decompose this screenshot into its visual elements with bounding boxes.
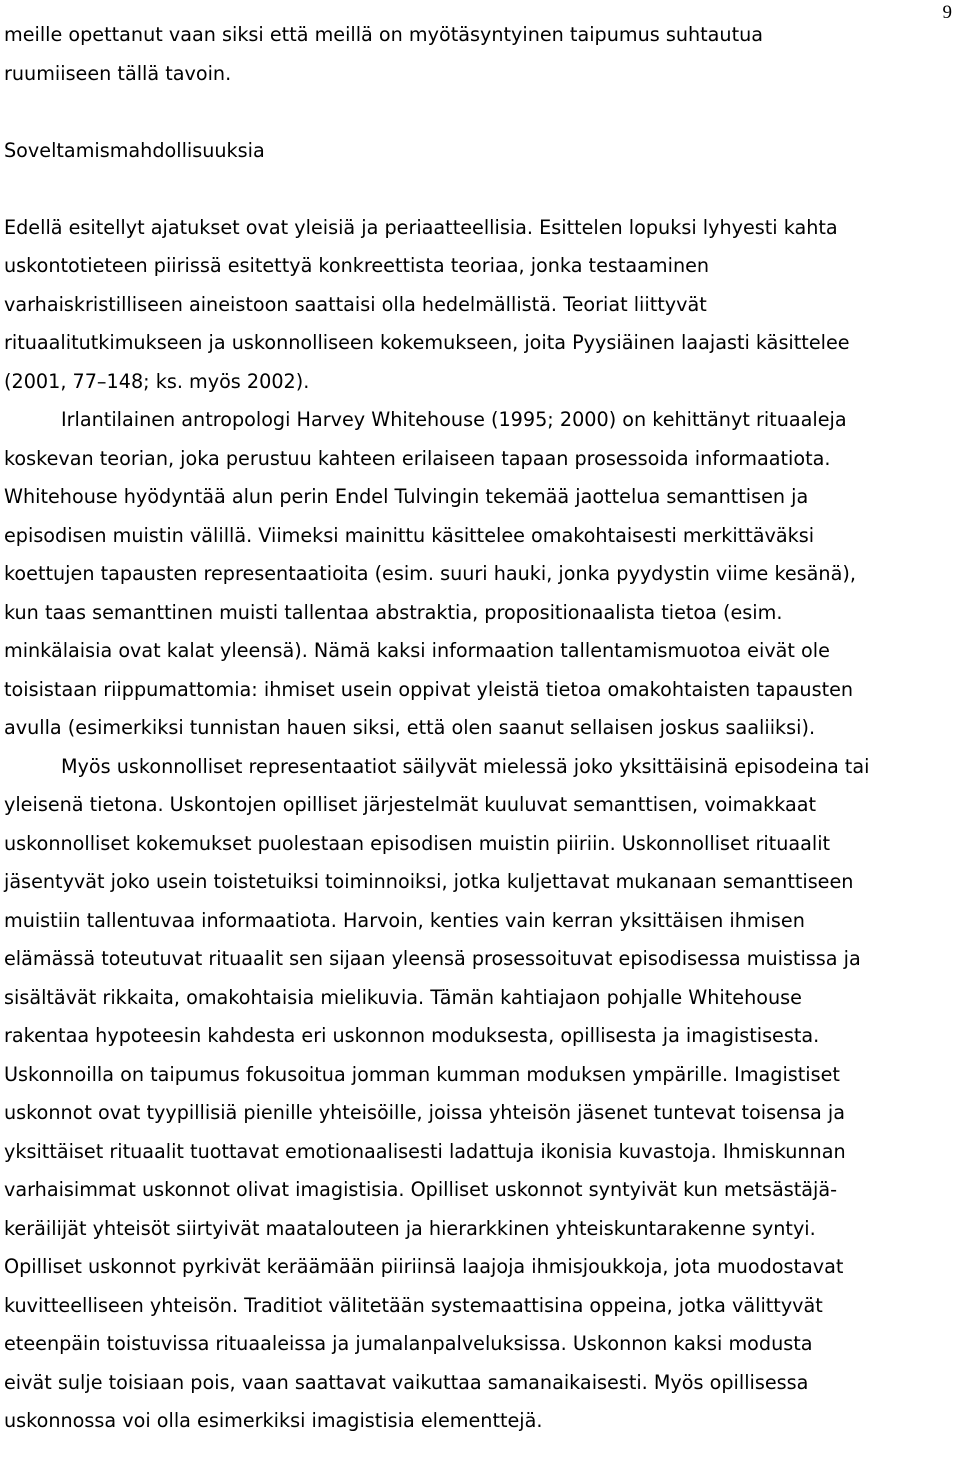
text-line: toisistaan riippumattomia: ihmiset usein oppivat yleistä tietoa omakohtaisten tapausten <box>4 677 854 701</box>
text-line: yleisenä tietona. Uskontojen opilliset järjestelmät kuuluvat semanttisen, voimakkaat <box>4 793 817 816</box>
section-heading: Soveltamismahdollisuuksia <box>4 138 265 162</box>
text-line: eteenpäin toistuvissa rituaaleissa ja jumalanpalveluksissa. Uskonnon kaksi modusta <box>4 1332 813 1355</box>
paragraph-gap <box>4 170 956 209</box>
text-line: episodisen muistin välillä. Viimeksi mainittu käsittelee omakohtaisesti merkittäväksi <box>4 523 815 547</box>
text-line: Edellä esitellyt ajatukset ovat yleisiä ja periaatteellisia. Esittelen lopuksi lyhyesti kahta <box>4 215 838 239</box>
intro-paragraph <box>4 209 956 402</box>
text-line: Myös uskonnolliset representaatiot säilyvät mielessä joko yksittäisinä episodeina tai <box>61 754 870 778</box>
text-line: (2001, 77–148; ks. myös 2002). <box>4 369 310 393</box>
text-line: jäsentyvät joko usein toistetuiksi toiminnoiksi, jotka kuljettavat mukanaan semanttiseen <box>4 870 854 893</box>
text-line: koettujen tapausten representaatioita (esim. suuri hauki, jonka pyydystin viime kesänä), <box>4 562 856 585</box>
text-line: kun taas semanttinen muisti tallentaa abstraktia, propositionaalista tietoa (esim. <box>4 600 783 624</box>
religious-representations-paragraph <box>4 748 956 1441</box>
text-line: avulla (esimerkiksi tunnistan hauen siksi, että olen saanut sellaisen joskus saaliiksi). <box>4 716 816 739</box>
paragraph-gap <box>4 93 956 132</box>
text-line: minkälaisia ovat kalat yleensä). Nämä kaksi informaation tallentamismuotoa eivät ole <box>4 639 830 662</box>
text-line: rakentaa hypoteesin kahdesta eri uskonnon moduksesta, opillisesta ja imagistisesta. <box>4 1024 820 1047</box>
text-line: kuvitteelliseen yhteisön. Traditiot välitetään systemaattisina oppeina, jotka välittyvät <box>4 1293 823 1317</box>
opening-paragraph <box>4 16 956 93</box>
text-line: uskontotieteen piirissä esitettyä konkreettista teoriaa, jonka testaaminen <box>4 254 710 277</box>
text-line: rituaalitutkimukseen ja uskonnolliseen kokemukseen, joita Pyysiäinen laajasti käsittelee <box>4 331 850 354</box>
text-line: uskonnot ovat tyypillisiä pienille yhteisöille, joissa yhteisön jäsenet tuntevat toisensa ja <box>4 1101 845 1124</box>
whitehouse-paragraph <box>4 401 956 748</box>
text-line: meille opettanut vaan siksi että meillä on myötäsyntyinen taipumus suhtautua <box>4 23 764 46</box>
text-line: Uskonnoilla on taipumus fokusoitua jomman kumman moduksen ympärille. Imagistiset <box>4 1062 840 1086</box>
text-line: uskonnossa voi olla esimerkiksi imagistisia elementtejä. <box>4 1409 543 1432</box>
text-line: Whitehouse hyödyntää alun perin Endel Tulvingin tekemää jaottelua semanttisen ja <box>4 485 809 508</box>
text-line: sisältävät rikkaita, omakohtaisia mielikuvia. Tämän kahtiajaon pohjalle Whitehouse <box>4 985 802 1009</box>
text-line: yksittäiset rituaalit tuottavat emotionaalisesti ladattuja ikonisia kuvastoja. Ihmiskunnan <box>4 1139 846 1163</box>
text-line: elämässä toteutuvat rituaalit sen sijaan yleensä prosessoituvat episodisessa muistissa ja <box>4 947 861 970</box>
text-line: Irlantilainen antropologi Harvey Whitehouse (1995; 2000) on kehittänyt rituaaleja <box>61 408 847 431</box>
page-number: 9 <box>942 2 952 23</box>
text-line: eivät sulje toisiaan pois, vaan saattavat vaikuttaa samanaikaisesti. Myös opillisessa <box>4 1370 809 1394</box>
text-line: Opilliset uskonnot pyrkivät keräämään piiriinsä laajoja ihmisjoukkoja, jota muodostavat <box>4 1255 844 1278</box>
text-line: keräilijät yhteisöt siirtyivät maatalouteen ja hierarkkinen yhteiskuntarakenne syntyi. <box>4 1216 816 1240</box>
text-line: uskonnolliset kokemukset puolestaan episodisen muistin piiriin. Uskonnolliset rituaalit <box>4 831 831 855</box>
text-line: varhaiskristilliseen aineistoon saattaisi olla hedelmällistä. Teoriat liittyvät <box>4 292 707 316</box>
text-line: koskevan teorian, joka perustuu kahteen erilaiseen tapaan prosessoida informaatiota. <box>4 446 831 470</box>
document-body <box>4 16 956 1441</box>
text-line: varhaisimmat uskonnot olivat imagistisia. Opilliset uskonnot syntyivät kun metsästäjä- <box>4 1178 838 1201</box>
text-line: muistiin tallentuvaa informaatiota. Harvoin, kenties vain kerran yksittäisen ihmisen <box>4 908 805 932</box>
text-line: ruumiiseen tällä tavoin. <box>4 61 232 85</box>
